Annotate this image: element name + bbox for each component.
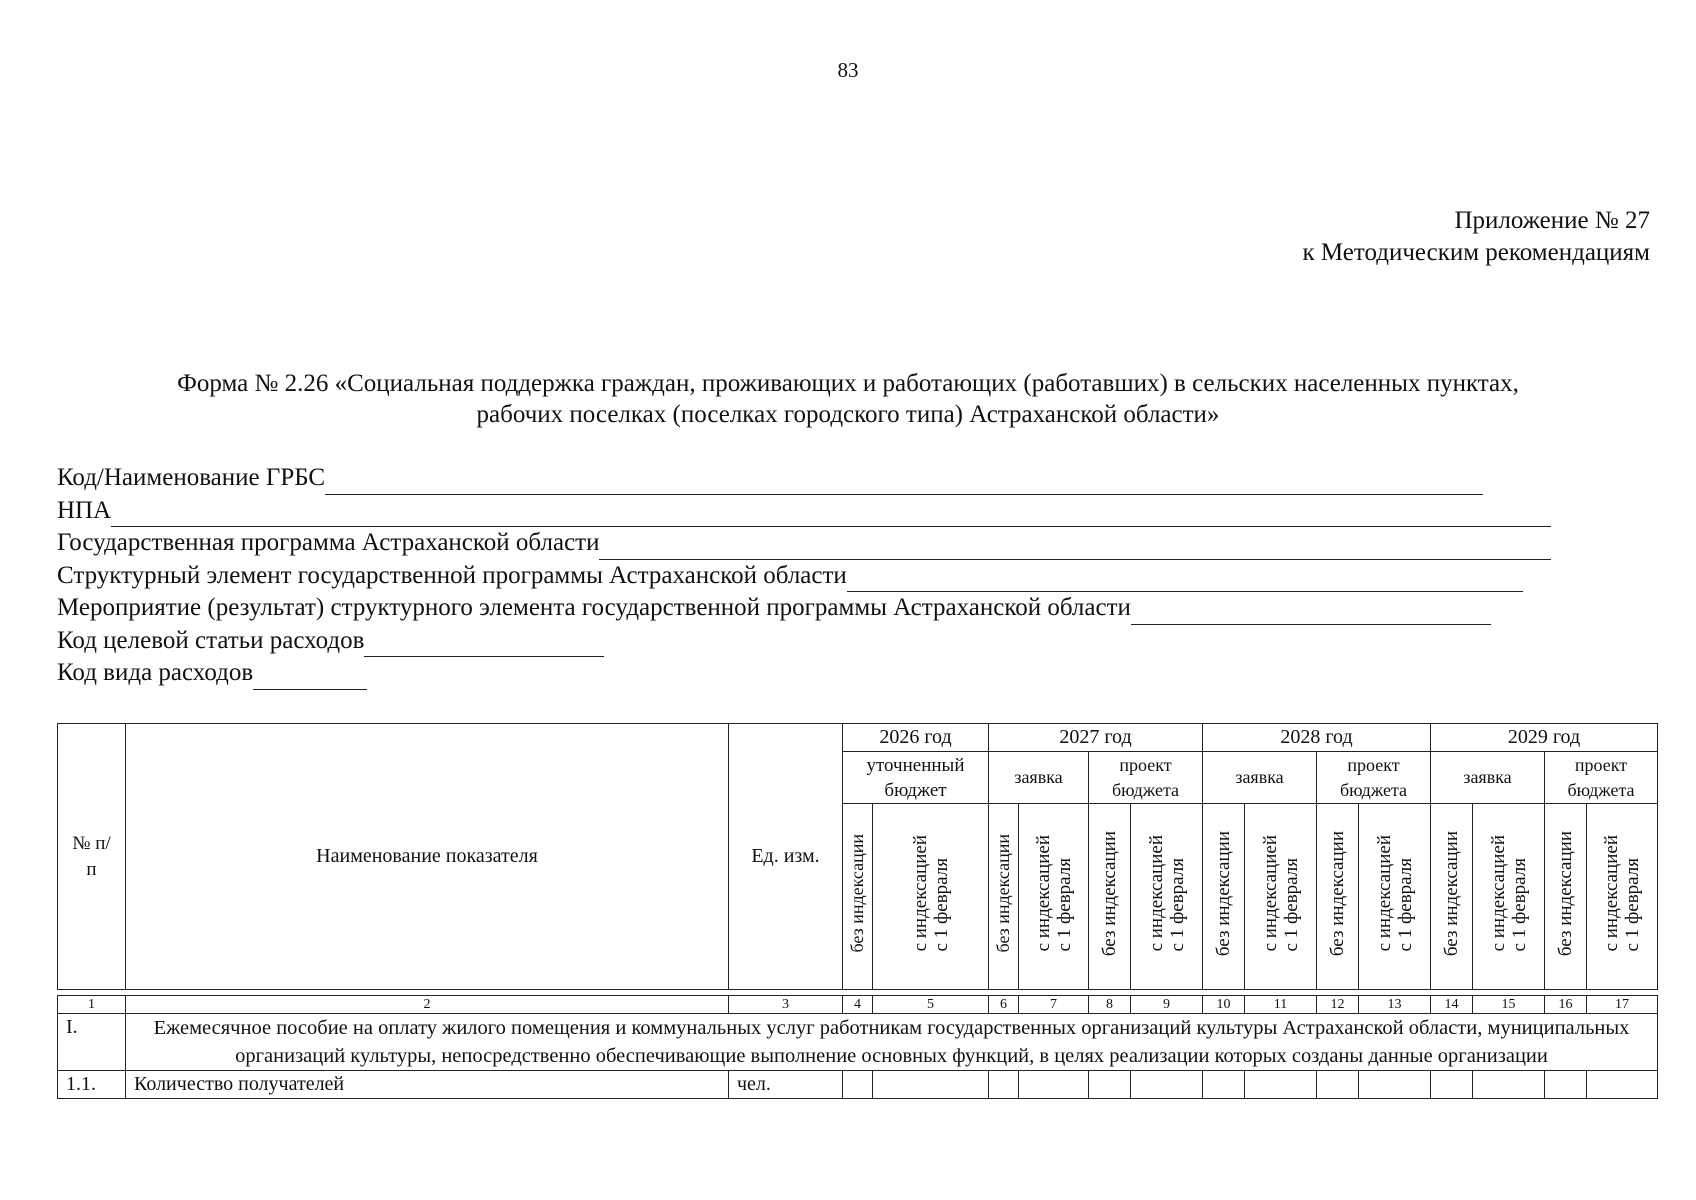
- appendix-line-2: к Методическим рекомендациям: [1302, 239, 1650, 266]
- col-num: 6: [989, 996, 1019, 1014]
- with-index-header: [1473, 804, 1545, 990]
- no-index-header: без индексации: [1431, 804, 1473, 990]
- form-title: [60, 368, 1636, 430]
- col-num: 3: [729, 996, 843, 1014]
- value-cell[interactable]: [1359, 1071, 1431, 1099]
- value-cell[interactable]: [873, 1071, 989, 1099]
- budget-2026-header: уточненный бюджет: [843, 752, 989, 804]
- request-2029-header: заявка: [1431, 752, 1545, 804]
- project-2029-header: проект бюджета: [1545, 752, 1658, 804]
- value-cell[interactable]: [1545, 1071, 1587, 1099]
- page-number: 83: [837, 58, 859, 82]
- fill-line[interactable]: [599, 535, 1551, 560]
- field-state-program: [57, 527, 1657, 560]
- table-row: [58, 1071, 1658, 1099]
- col-num: 14: [1431, 996, 1473, 1014]
- field-label: Код целевой статьи расходов: [57, 626, 365, 654]
- field-activity-result: [57, 592, 1657, 625]
- field-label: Структурный элемент государственной программы Астраханской области: [57, 561, 847, 589]
- with-index-header: [1587, 804, 1658, 990]
- header-row-years: [58, 724, 1658, 752]
- col-num: 9: [1131, 996, 1203, 1014]
- no-index-header: без индексации: [1203, 804, 1245, 990]
- row-name: Количество получателей: [126, 1071, 729, 1099]
- value-cell[interactable]: [989, 1071, 1019, 1099]
- fill-line[interactable]: [111, 502, 1551, 527]
- col-num: 5: [873, 996, 989, 1014]
- fill-line[interactable]: [847, 567, 1523, 592]
- request-2028-header: заявка: [1203, 752, 1317, 804]
- col-num: 16: [1545, 996, 1587, 1014]
- no-index-header: без индексации: [843, 804, 873, 990]
- value-cell[interactable]: [1317, 1071, 1359, 1099]
- col-num: 4: [843, 996, 873, 1014]
- col-num: 11: [1245, 996, 1317, 1014]
- value-cell[interactable]: [1473, 1071, 1545, 1099]
- with-index-line-1: с индексацией: [1487, 835, 1509, 952]
- col-num: 7: [1019, 996, 1089, 1014]
- fill-line[interactable]: [1131, 600, 1491, 625]
- request-2027-header: заявка: [989, 752, 1089, 804]
- field-label: НПА: [57, 496, 112, 524]
- fill-line[interactable]: [364, 632, 604, 657]
- with-index-header: [1131, 804, 1203, 990]
- value-cell[interactable]: [1131, 1071, 1203, 1099]
- field-label: Государственная программа Астраханской области: [57, 529, 600, 556]
- indicators-table: [57, 723, 1658, 1099]
- value-cell[interactable]: [1587, 1071, 1658, 1099]
- value-cell[interactable]: [1431, 1071, 1473, 1099]
- field-grbs: [57, 462, 1657, 495]
- with-index-line-1: с индексацией: [1601, 835, 1622, 952]
- year-2029: 2029 год: [1431, 724, 1658, 752]
- col-num: 8: [1089, 996, 1131, 1014]
- with-index-line-2: с 1 февраля: [1508, 858, 1530, 952]
- project-2028-header: проект бюджета: [1317, 752, 1431, 804]
- with-index-line-1: с индексацией: [1032, 835, 1054, 952]
- column-number-row: [58, 996, 1658, 1014]
- section-description: Ежемесячное пособие на оплату жилого помещения и коммунальных услуг работникам государственных организаций культуры Астраханской области, муниципальных организаций культуры, непосредственно обеспечивающие выполнение основных функций, в целях реализации которых созданы данные организации: [126, 1014, 1658, 1071]
- field-target-article-code: [57, 625, 1657, 658]
- field-expense-type-code: [57, 657, 1657, 690]
- col-num: 10: [1203, 996, 1245, 1014]
- section-row: [58, 1014, 1658, 1071]
- field-label: Код/Наименование ГРБС: [57, 464, 326, 491]
- col-num: 1: [58, 996, 126, 1014]
- no-index-header: без индексации: [1545, 804, 1587, 990]
- with-index-header: [873, 804, 989, 990]
- col-header-unit: Ед. изм.: [729, 724, 843, 990]
- value-cell[interactable]: [1019, 1071, 1089, 1099]
- no-index-header: без индексации: [989, 804, 1019, 990]
- col-header-no: № п/п: [58, 724, 126, 990]
- header-fields: [57, 462, 1657, 690]
- project-2027-header: проект бюджета: [1089, 752, 1203, 804]
- appendix-note: [1302, 205, 1650, 269]
- with-index-line-2: с 1 февраля: [1166, 858, 1188, 952]
- year-2026: 2026 год: [843, 724, 989, 752]
- with-index-header: [1359, 804, 1431, 990]
- with-index-line-1: с индексацией: [909, 835, 931, 952]
- fill-line[interactable]: [253, 665, 367, 690]
- with-index-line-1: с индексацией: [1373, 835, 1395, 952]
- no-index-header: без индексации: [1089, 804, 1131, 990]
- col-num: 13: [1359, 996, 1431, 1014]
- col-num: 2: [126, 996, 729, 1014]
- col-header-name: Наименование показателя: [126, 724, 729, 990]
- col-num: 12: [1317, 996, 1359, 1014]
- field-structural-element: [57, 560, 1657, 593]
- with-index-line-2: с 1 февраля: [1053, 858, 1075, 952]
- with-index-line-1: с индексацией: [1259, 835, 1281, 952]
- row-unit: чел.: [729, 1071, 843, 1099]
- col-num: 17: [1587, 996, 1658, 1014]
- field-label: Код вида расходов: [57, 659, 254, 686]
- no-index-header: без индексации: [1317, 804, 1359, 990]
- with-index-line-2: с 1 февраля: [930, 858, 952, 952]
- appendix-line-1: Приложение № 27: [1454, 207, 1650, 234]
- section-number: I.: [58, 1014, 126, 1071]
- form-title-line-1: Форма № 2.26 «Социальная поддержка граждан, проживающих и работающих (работавших) в сельских населенных пунктах,: [177, 370, 1519, 397]
- year-2028: 2028 год: [1203, 724, 1431, 752]
- field-label: Мероприятие (результат) структурного элемента государственной программы Астраханской области: [57, 594, 1131, 621]
- fill-line[interactable]: [325, 470, 1483, 495]
- with-index-line-1: с индексацией: [1145, 835, 1167, 952]
- value-cell[interactable]: [1089, 1071, 1131, 1099]
- with-index-line-2: с 1 февраля: [1394, 858, 1416, 952]
- with-index-header: [1245, 804, 1317, 990]
- value-cell[interactable]: [843, 1071, 873, 1099]
- year-2027: 2027 год: [989, 724, 1203, 752]
- value-cell[interactable]: [1245, 1071, 1317, 1099]
- row-number: 1.1.: [58, 1071, 126, 1099]
- col-num: 15: [1473, 996, 1545, 1014]
- with-index-line-2: с 1 февраля: [1622, 858, 1643, 952]
- with-index-line-2: с 1 февраля: [1280, 858, 1302, 952]
- value-cell[interactable]: [1203, 1071, 1245, 1099]
- with-index-header: [1019, 804, 1089, 990]
- form-title-line-2: рабочих поселках (поселках городского типа) Астраханской области»: [476, 401, 1220, 428]
- field-npa: [57, 495, 1657, 528]
